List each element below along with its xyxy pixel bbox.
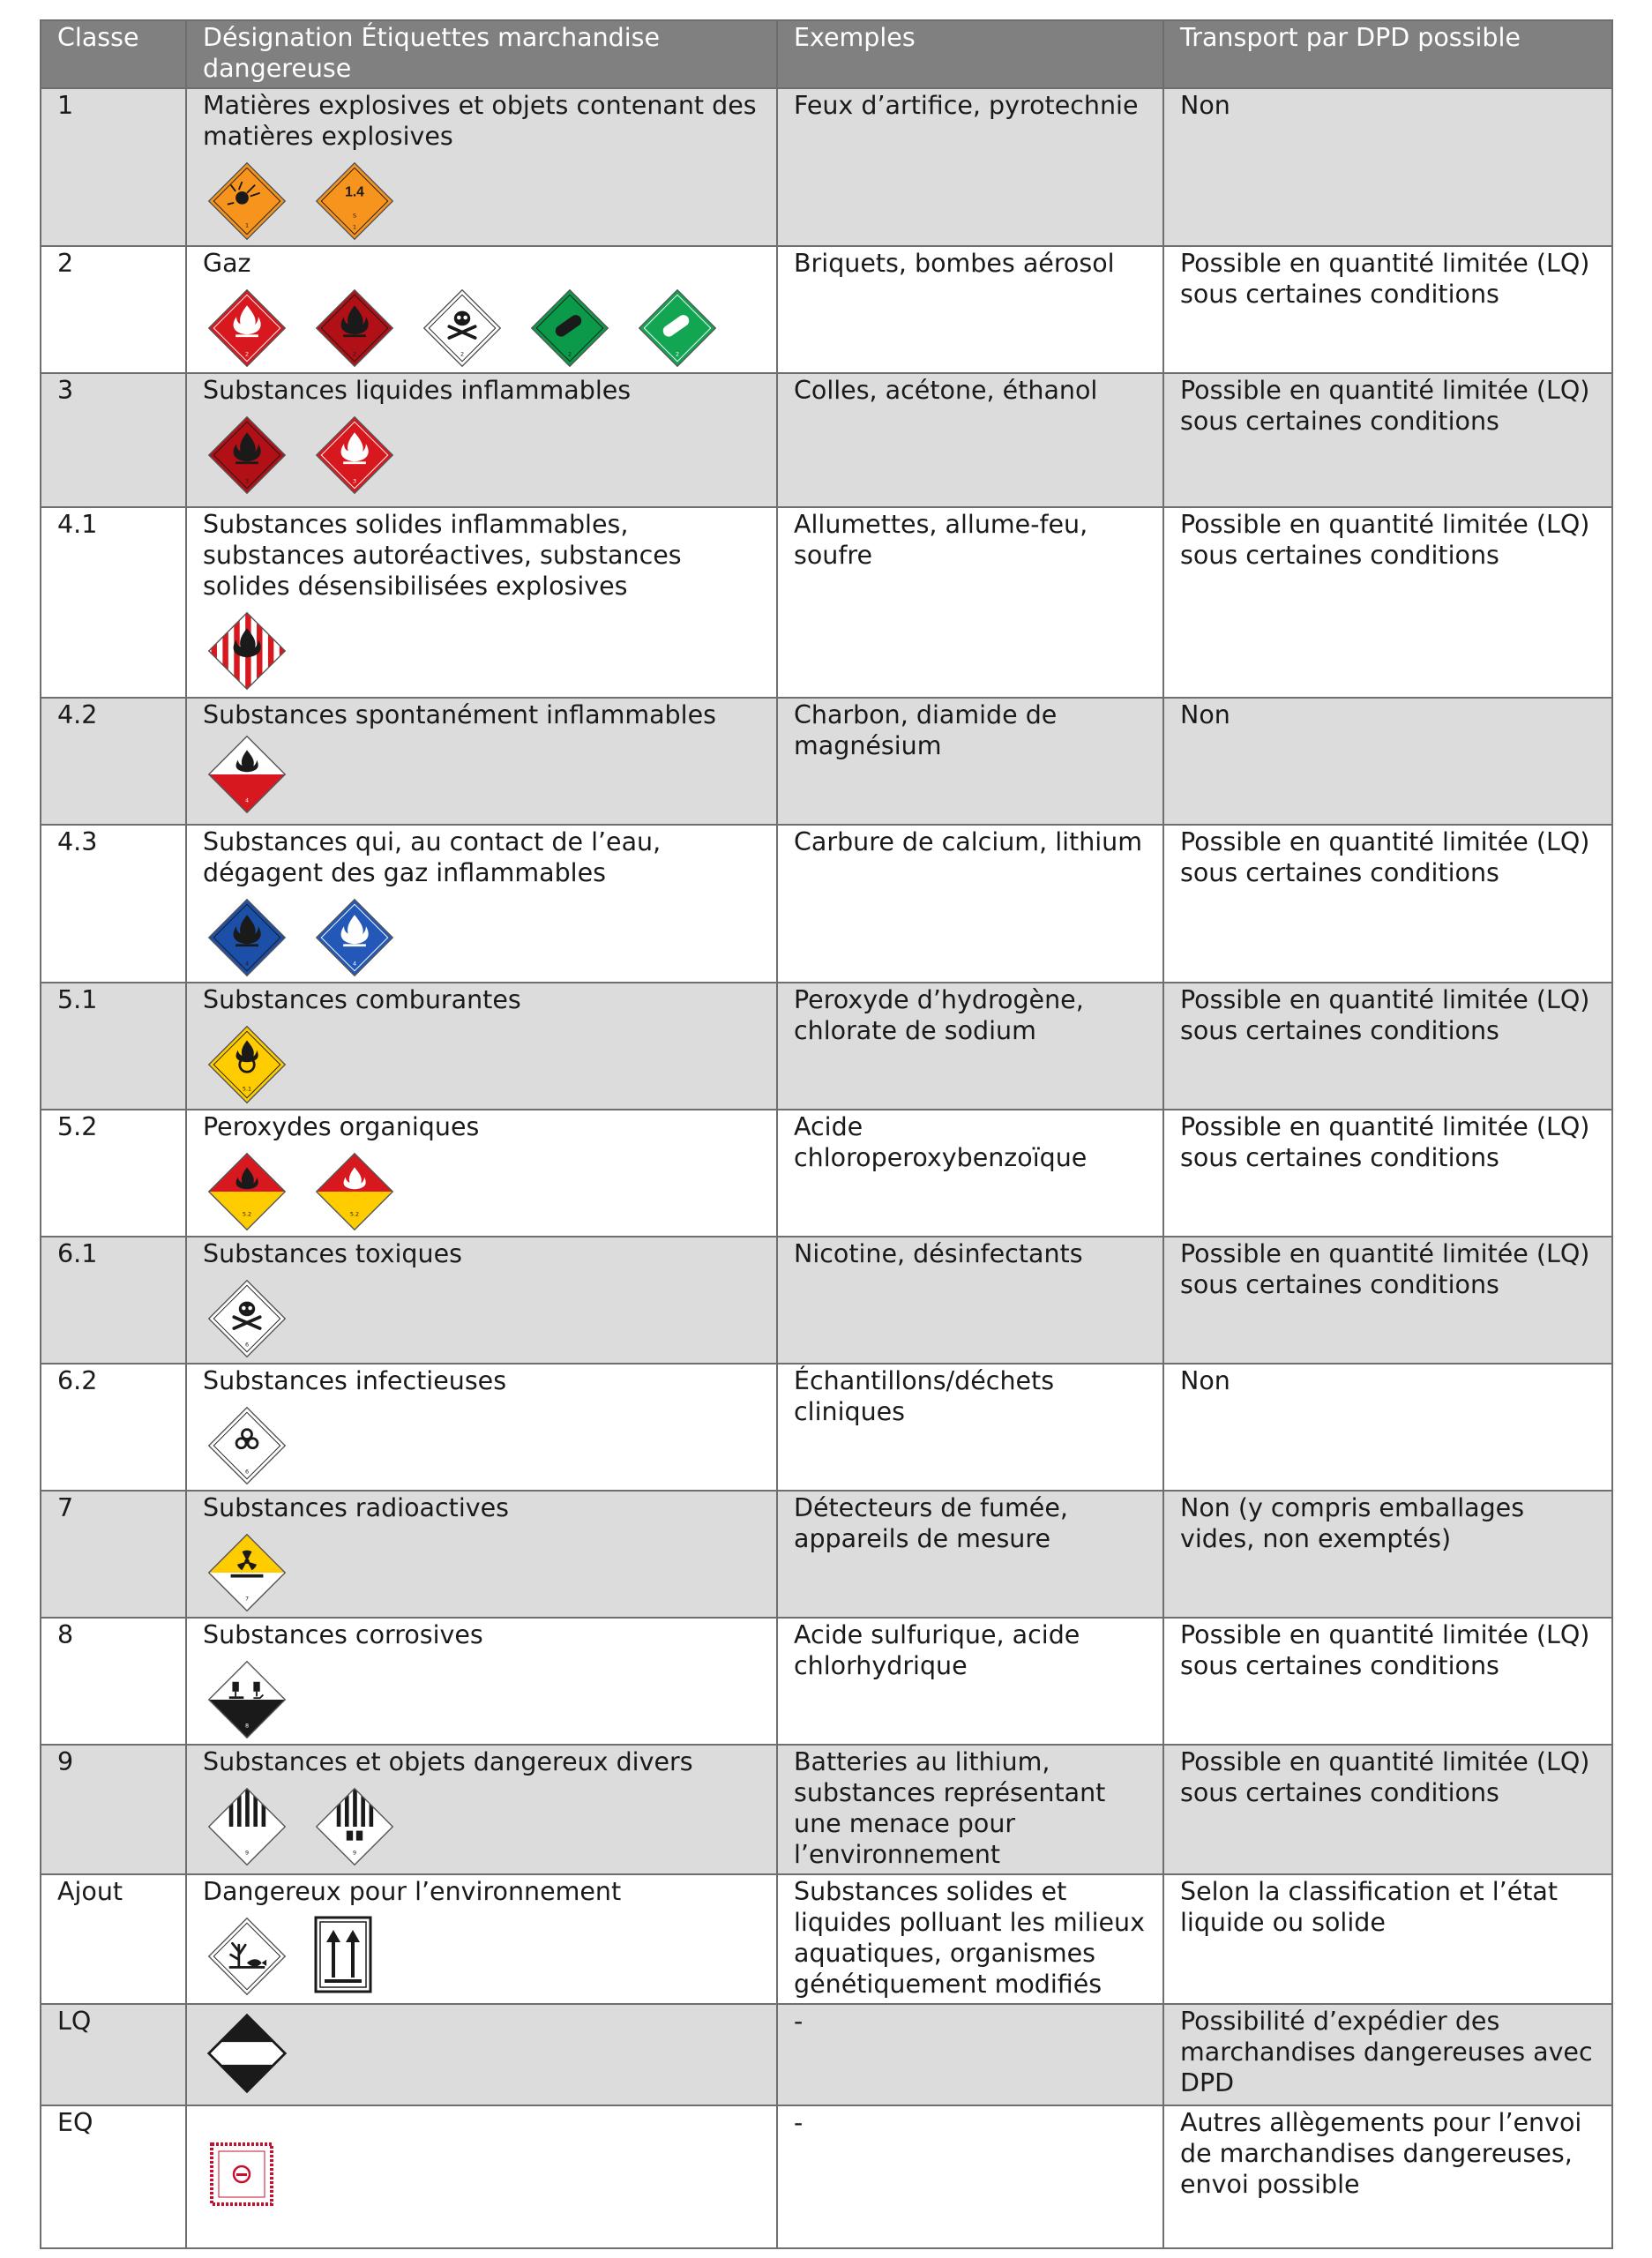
designation-text: Substances corrosives: [203, 1620, 483, 1649]
cell-designation: [186, 246, 777, 373]
svg-text:3: 3: [244, 477, 250, 485]
cell-designation: [186, 698, 777, 825]
cell-designation: [186, 1110, 777, 1237]
header-designation: Désignation Étiquettes marchandise dangereuse: [186, 20, 777, 88]
cell-exemples: Briquets, bombes aérosol: [777, 246, 1163, 373]
flame-icon: [206, 897, 288, 978]
lithium-battery-icon: [314, 1786, 395, 1867]
designation-text: Dangereux pour l’environnement: [203, 1877, 622, 1906]
limited-quantity-icon: [206, 2013, 288, 2094]
svg-text:2: 2: [244, 350, 250, 358]
table-row: [41, 983, 1612, 1110]
cell-transport: Autres allègements pour l’envoi de marchandises dangereuses, envoi possible: [1163, 2105, 1612, 2248]
header-transport: Transport par DPD possible: [1163, 20, 1612, 88]
svg-text:8: 8: [244, 1722, 250, 1730]
flame-icon: [314, 415, 395, 496]
svg-text:2: 2: [352, 350, 357, 358]
designation-text: Substances liquides inflammables: [203, 376, 632, 405]
table-row: [41, 1491, 1612, 1618]
cell-exemples: Acide chloroperoxybenzoïque: [777, 1110, 1163, 1237]
cell-exemples: -: [777, 2004, 1163, 2105]
table-row: [41, 1110, 1612, 1237]
cell-exemples: -: [777, 2105, 1163, 2248]
hazard-labels: [206, 1024, 760, 1105]
cell-exemples: Carbure de calcium, lithium: [777, 825, 1163, 983]
label-5-1-text: 5.1: [242, 1085, 252, 1093]
cell-transport: Non: [1163, 1364, 1612, 1491]
designation-text: Substances et objets dangereux divers: [203, 1747, 693, 1776]
designation-text: Substances spontanément inflammables: [203, 700, 716, 729]
cell-classe: 2: [41, 246, 186, 373]
svg-text:6: 6: [244, 1468, 250, 1476]
designation-text: Substances infectieuses: [203, 1366, 507, 1395]
hazard-labels: [206, 1916, 760, 1997]
cell-classe: 3: [41, 373, 186, 507]
hazard-labels: [206, 1151, 760, 1232]
cell-exemples: Peroxyde d’hydrogène, chlorate de sodium: [777, 983, 1163, 1110]
cell-transport: Non (y compris emballages vides, non exemptés): [1163, 1491, 1612, 1618]
cell-transport: Possible en quantité limitée (LQ) sous certaines conditions: [1163, 1618, 1612, 1745]
skull-crossbones-icon: [422, 288, 503, 369]
table-row: [41, 825, 1612, 983]
cell-designation: [186, 1874, 777, 2004]
cell-transport: Possible en quantité limitée (LQ) sous certaines conditions: [1163, 1745, 1612, 1874]
cell-designation: [186, 1237, 777, 1364]
cell-exemples: Colles, acétone, éthanol: [777, 373, 1163, 507]
svg-text:3: 3: [352, 477, 357, 485]
cell-transport: Possible en quantité limitée (LQ) sous certaines conditions: [1163, 825, 1612, 983]
cell-designation: [186, 1364, 777, 1491]
svg-text:2: 2: [567, 350, 572, 358]
cell-designation: [186, 825, 777, 983]
table-row: [41, 1237, 1612, 1364]
header-classe: Classe: [41, 20, 186, 88]
designation-text: Substances radioactives: [203, 1493, 510, 1522]
cell-designation: [186, 88, 777, 246]
cell-exemples: Nicotine, désinfectants: [777, 1237, 1163, 1364]
cell-designation: [186, 1618, 777, 1745]
cell-classe: 8: [41, 1618, 186, 1745]
header-exemples: Exemples: [777, 20, 1163, 88]
cell-designation: [186, 1491, 777, 1618]
excepted-quantity-icon: [206, 2139, 288, 2220]
hazard-labels: [206, 415, 760, 496]
cell-exemples: Détecteurs de fumée, appareils de mesure: [777, 1491, 1163, 1618]
svg-text:2: 2: [460, 350, 465, 358]
hazard-labels: [206, 2139, 760, 2220]
svg-text:4: 4: [352, 960, 357, 968]
gas-cylinder-icon: [529, 288, 610, 369]
cell-classe: LQ: [41, 2004, 186, 2105]
cell-transport: Possible en quantité limitée (LQ) sous certaines conditions: [1163, 246, 1612, 373]
cell-transport: Possibilité d’expédier des marchandises dangereuses avec DPD: [1163, 2004, 1612, 2105]
table-row: [41, 246, 1612, 373]
cell-designation: [186, 983, 777, 1110]
cell-designation: [186, 2105, 777, 2248]
cell-classe: 7: [41, 1491, 186, 1618]
gas-cylinder-icon: [637, 288, 718, 369]
cell-exemples: Allumettes, allume-feu, soufre: [777, 507, 1163, 698]
svg-text:S: S: [352, 212, 357, 220]
cell-transport: Possible en quantité limitée (LQ) sous certaines conditions: [1163, 1110, 1612, 1237]
cell-transport: Selon la classification et l’état liquide ou solide: [1163, 1874, 1612, 2004]
svg-text:1: 1: [244, 221, 250, 229]
table-row: [41, 698, 1612, 825]
cell-classe: 5.1: [41, 983, 186, 1110]
cell-designation: [186, 1745, 777, 1874]
designation-text: Substances comburantes: [203, 985, 521, 1014]
table-row: [41, 1618, 1612, 1745]
cell-designation: [186, 373, 777, 507]
designation-text: Matières explosives et objets contenant des matières explosives: [203, 91, 757, 151]
cell-exemples: Charbon, diamide de magnésium: [777, 698, 1163, 825]
hazard-labels: [206, 1278, 760, 1359]
environment-tree-fish-icon: [206, 1916, 288, 1997]
cell-designation: [186, 507, 777, 698]
cell-designation: [186, 2004, 777, 2105]
skull-crossbones-icon: [206, 1278, 288, 1359]
cell-transport: Non: [1163, 88, 1612, 246]
hazard-labels: [206, 2013, 760, 2094]
table-row: [41, 2004, 1612, 2105]
cell-classe: 6.1: [41, 1237, 186, 1364]
flame-over-circle-icon: [206, 1024, 288, 1105]
hazard-labels: [206, 1532, 760, 1613]
hazard-labels: [206, 288, 760, 369]
svg-text:6: 6: [244, 1341, 250, 1349]
flame-icon: [206, 288, 288, 369]
table-row: [41, 507, 1612, 698]
cell-exemples: Acide sulfurique, acide chlorhydrique: [777, 1618, 1163, 1745]
half-red-flame-icon: [206, 734, 288, 815]
cell-classe: 9: [41, 1745, 186, 1874]
cell-classe: 5.2: [41, 1110, 186, 1237]
cell-classe: 1: [41, 88, 186, 246]
dangerous-goods-sheet: [40, 19, 1611, 2249]
cell-exemples: Échantillons/déchets cliniques: [777, 1364, 1163, 1491]
cell-transport: Possible en quantité limitée (LQ) sous certaines conditions: [1163, 373, 1612, 507]
orientation-arrows-icon: [314, 1916, 395, 1997]
svg-text:4: 4: [244, 796, 250, 804]
striped-flame-icon: [206, 610, 288, 692]
cell-exemples: Batteries au lithium, substances représentant une menace pour l’environnement: [777, 1745, 1163, 1874]
cell-exemples: Substances solides et liquides polluant les milieux aquatiques, organismes génétiquement modifiés: [777, 1874, 1163, 2004]
biohazard-icon: [206, 1405, 288, 1486]
designation-text: Substances solides inflammables, substances autoréactives, substances solides désensibilisées explosives: [203, 510, 682, 601]
designation-text: Peroxydes organiques: [203, 1112, 480, 1141]
hazard-labels: [206, 734, 760, 815]
cell-classe: 4.3: [41, 825, 186, 983]
flame-icon: [314, 288, 395, 369]
cell-classe: 4.2: [41, 698, 186, 825]
designation-text: Substances qui, au contact de l’eau, dégagent des gaz inflammables: [203, 827, 662, 887]
svg-text:9: 9: [244, 1849, 250, 1857]
svg-text:7: 7: [244, 1595, 250, 1603]
miscellaneous-stripes-icon: [206, 1786, 288, 1867]
hazard-labels: [206, 1405, 760, 1486]
svg-text:2: 2: [675, 350, 680, 358]
cell-transport: Possible en quantité limitée (LQ) sous certaines conditions: [1163, 983, 1612, 1110]
radioactive-icon: [206, 1532, 288, 1613]
corrosive-icon: [206, 1659, 288, 1740]
label-1-4-text: 1.4: [345, 184, 364, 200]
cell-exemples: Feux d’artifice, pyrotechnie: [777, 88, 1163, 246]
hazard-labels: [206, 1786, 760, 1867]
table-row: [41, 1364, 1612, 1491]
designation-text: Substances toxiques: [203, 1239, 462, 1268]
table-row: [41, 1745, 1612, 1874]
flame-icon: [314, 897, 395, 978]
designation-text: Gaz: [203, 249, 251, 278]
svg-text:1: 1: [352, 223, 357, 231]
red-yellow-flame-icon: [206, 1151, 288, 1232]
explosive-1-4-icon: [314, 161, 395, 242]
cell-transport: Possible en quantité limitée (LQ) sous certaines conditions: [1163, 507, 1612, 698]
cell-classe: 6.2: [41, 1364, 186, 1491]
svg-text:9: 9: [352, 1849, 357, 1857]
label-5-2-text: 5.2: [349, 1210, 360, 1218]
cell-transport: Non: [1163, 698, 1612, 825]
cell-transport: Possible en quantité limitée (LQ) sous certaines conditions: [1163, 1237, 1612, 1364]
hazard-labels: [206, 1659, 760, 1740]
hazard-labels: [206, 897, 760, 978]
cell-classe: 4.1: [41, 507, 186, 698]
table-header-row: [41, 20, 1612, 88]
cell-classe: Ajout: [41, 1874, 186, 2004]
label-5-2-text: 5.2: [242, 1210, 252, 1218]
table-row: [41, 88, 1612, 246]
table-row: [41, 1874, 1612, 2004]
table-row: [41, 373, 1612, 507]
svg-text:4: 4: [244, 960, 250, 968]
hazard-labels: [206, 161, 760, 242]
table-row: [41, 2105, 1612, 2248]
flame-icon: [206, 415, 288, 496]
cell-classe: EQ: [41, 2105, 186, 2248]
hazard-labels: [206, 610, 760, 692]
red-yellow-flame-icon: [314, 1151, 395, 1232]
explosive-bomb-icon: [206, 161, 288, 242]
dangerous-goods-table: [40, 19, 1613, 2249]
